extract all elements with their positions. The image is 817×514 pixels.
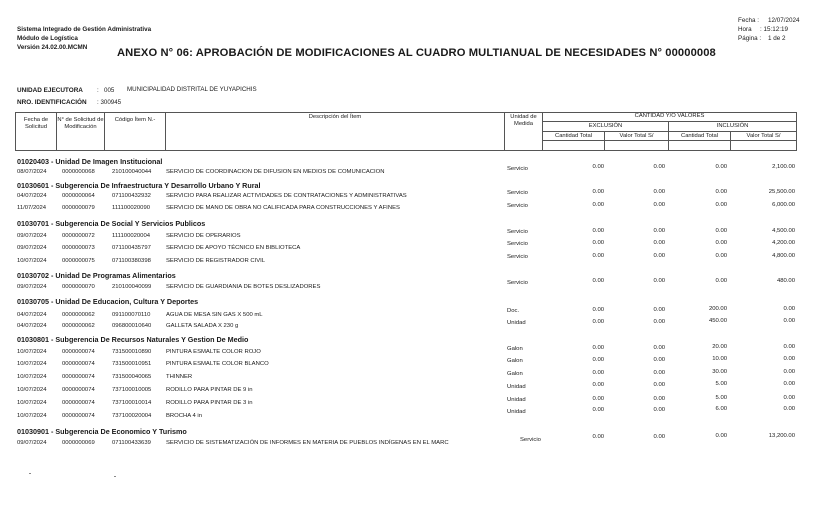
cell-fecha: 10/07/2024 — [17, 400, 47, 406]
cell-nsol: 0000000074 — [62, 349, 95, 355]
cell-unidad: Unidad — [507, 320, 526, 326]
cell-codigo: 096800010640 — [112, 323, 152, 329]
cell-descripcion: PINTURA ESMALTE COLOR BLANCO — [166, 361, 269, 367]
cell-valor-excl: 0.00 — [653, 278, 665, 284]
cell-codigo: 731500010951 — [112, 361, 152, 367]
pagina-label: Página : — [738, 35, 762, 42]
table-row — [17, 202, 797, 214]
cell-valor-excl: 0.00 — [653, 253, 665, 259]
cell-codigo: 210100040099 — [112, 284, 152, 290]
cell-cant-excl: 0.00 — [592, 253, 604, 259]
cell-cant-excl: 0.00 — [592, 345, 604, 351]
cell-descripcion: SERVICIO DE OPERARIOS — [166, 233, 241, 239]
cell-valor-excl: 0.00 — [653, 319, 665, 325]
cell-nsol: 0000000074 — [62, 400, 95, 406]
header-cantidad: CANTIDAD Y/O VALORES — [634, 113, 705, 119]
section-header: 01020403 - Unidad De Imagen Institucional — [17, 157, 163, 166]
cell-descripcion: BROCHA 4 in — [166, 413, 203, 419]
cell-cant-incl: 5.00 — [715, 395, 727, 401]
cell-valor-excl: 0.00 — [653, 240, 665, 246]
header-valor-total-incl: Valor Total S/ — [746, 133, 781, 139]
cell-unidad: Galon — [507, 358, 523, 364]
cell-fecha: 11/07/2024 — [17, 205, 47, 211]
cell-codigo: 737100010014 — [112, 400, 152, 406]
cell-valor-incl: 4,500.00 — [772, 228, 795, 234]
cell-descripcion: SERVICIO DE GUARDIANIA DE BOTES DESLIZADORES — [166, 284, 321, 290]
cell-valor-excl: 0.00 — [653, 345, 665, 351]
cell-unidad: Unidad — [507, 397, 526, 403]
cell-nsol: 0000000068 — [62, 169, 95, 175]
cell-valor-incl: 4,800.00 — [772, 253, 795, 259]
system-name: Sistema Integrado de Gestión Administrativa — [17, 26, 152, 33]
cell-cant-excl: 0.00 — [592, 164, 604, 170]
cell-cant-excl: 0.00 — [592, 357, 604, 363]
cell-descripcion: AGUA DE MESA SIN GAS X 500 mL — [166, 312, 263, 318]
table-row — [17, 395, 797, 409]
cell-valor-excl: 0.00 — [653, 307, 665, 313]
section-header: 01030705 - Unidad De Educacion, Cultura Y Deportes — [17, 297, 199, 306]
cell-codigo: 071100380398 — [112, 258, 151, 264]
cell-cant-excl: 0.00 — [592, 370, 604, 376]
section-header: 01030601 - Subgerencia De Infraestructura Y Desarrollo Urbano Y Rural — [17, 181, 261, 190]
cell-nsol: 0000000064 — [62, 193, 95, 199]
table-row — [17, 228, 797, 242]
cell-valor-excl: 0.00 — [653, 370, 665, 376]
cell-unidad: Unidad — [507, 384, 526, 390]
cell-codigo: 111100020090 — [112, 205, 150, 211]
table-row — [17, 369, 797, 383]
cell-valor-incl: 0.00 — [783, 369, 795, 375]
header-codigo: Código Ítem N.- — [114, 117, 156, 123]
cell-cant-incl: 0.00 — [715, 189, 727, 195]
cell-unidad: Servicio — [507, 280, 528, 286]
cell-unidad: Galon — [507, 371, 523, 377]
scan-speck — [114, 476, 116, 477]
cell-cant-incl: 30.00 — [712, 369, 727, 375]
cell-nsol: 0000000073 — [62, 245, 95, 251]
cell-fecha: 04/07/2024 — [17, 323, 47, 329]
header-valor-total-excl: Valor Total S/ — [619, 133, 654, 139]
cell-descripcion: PINTURA ESMALTE COLOR ROJO — [166, 349, 261, 355]
cell-unidad: Servicio — [507, 229, 528, 235]
cell-cant-incl: 0.00 — [715, 433, 727, 439]
table-row — [17, 356, 797, 370]
table-row — [17, 344, 797, 358]
cell-codigo: 731500040065 — [112, 374, 152, 380]
header-descripcion: Descripción del Ítem — [308, 114, 362, 120]
cell-fecha: 10/07/2024 — [17, 387, 47, 393]
cell-valor-excl: 0.00 — [653, 396, 665, 402]
cell-codigo: 737100010005 — [112, 387, 152, 393]
cell-descripcion: RODILLO PARA PINTAR DE 9 in — [166, 387, 253, 393]
cell-cant-excl: 0.00 — [592, 307, 604, 313]
cell-codigo: 091100070110 — [112, 312, 151, 318]
cell-cant-excl: 0.00 — [592, 240, 604, 246]
cell-valor-incl: 0.00 — [783, 306, 795, 312]
cell-cant-incl: 0.00 — [715, 240, 727, 246]
cell-cant-incl: 0.00 — [715, 164, 727, 170]
table-row — [17, 278, 797, 293]
cell-valor-incl: 0.00 — [783, 318, 795, 324]
cell-cant-incl: 0.00 — [715, 202, 727, 208]
cell-fecha: 10/07/2024 — [17, 258, 47, 264]
cell-cant-incl: 0.00 — [715, 253, 727, 259]
cell-descripcion: SERVICIO DE SISTEMATIZACIÓN DE INFORMES EN MATERIA DE PUEBLOS INDÍGENAS EN EL MARC — [166, 440, 449, 446]
cell-nsol: 0000000069 — [62, 440, 95, 446]
header-unidad: Unidad de Medida — [510, 114, 537, 127]
cell-nsol: 0000000062 — [62, 312, 95, 318]
cell-cant-incl: 6.00 — [715, 406, 727, 412]
cell-codigo: 071100432932 — [112, 193, 151, 199]
nro-value: : 300945 — [97, 99, 122, 106]
cell-valor-incl: 0.00 — [783, 344, 795, 350]
cell-unidad: Servicio — [507, 203, 528, 209]
cell-descripcion: SERVICIO DE REGISTRADOR CIVIL — [166, 258, 266, 264]
cell-descripcion: SERVICIO PARA REALIZAR ACTIVIDADES DE CONTRATACIONES Y ADMINISTRATIVAS — [166, 193, 407, 199]
header-fecha: Fecha de Solicitud — [23, 117, 49, 130]
cell-fecha: 09/07/2024 — [17, 233, 47, 239]
table-row — [17, 253, 797, 267]
unidad-code: 005 — [104, 87, 115, 94]
cell-nsol: 0000000074 — [62, 361, 95, 367]
section-header: 01030901 - Subgerencia De Economico Y Turismo — [17, 427, 187, 436]
cell-cant-incl: 450.00 — [708, 318, 727, 324]
cell-valor-incl: 0.00 — [783, 395, 795, 401]
cell-cant-excl: 0.00 — [592, 319, 604, 325]
cell-descripcion: SERVICIO DE APOYO TÉCNICO EN BIBLIOTECA — [166, 245, 301, 251]
scan-speck — [29, 473, 31, 474]
cell-fecha: 09/07/2024 — [17, 440, 47, 446]
cell-nsol: 0000000074 — [62, 387, 95, 393]
cell-valor-excl: 0.00 — [653, 382, 665, 388]
cell-codigo: 210100040044 — [112, 169, 152, 175]
module-name: Módulo de Logística — [17, 35, 78, 42]
cell-valor-excl: 0.00 — [653, 202, 665, 208]
cell-descripcion: GALLETA SALADA X 230 g — [166, 323, 239, 329]
cell-unidad: Servicio — [507, 166, 528, 172]
cell-unidad: Servicio — [520, 437, 541, 443]
cell-unidad: Unidad — [507, 409, 526, 415]
cell-cant-incl: 5.00 — [715, 381, 727, 387]
cell-fecha: 10/07/2024 — [17, 374, 47, 380]
header-exclusion: EXCLUSIÓN — [588, 123, 623, 129]
cell-unidad: Servicio — [507, 241, 528, 247]
header-cant-total-excl: Cantidad Total — [555, 133, 592, 139]
cell-cant-incl: 0.00 — [715, 228, 727, 234]
cell-valor-excl: 0.00 — [653, 189, 665, 195]
cell-cant-incl: 10.00 — [712, 356, 727, 362]
section-header: 01030702 - Unidad De Programas Alimentarios — [17, 271, 176, 280]
cell-nsol: 0000000075 — [62, 258, 95, 264]
cell-fecha: 10/07/2024 — [17, 349, 47, 355]
cell-codigo: 071100433639 — [112, 440, 151, 446]
cell-valor-excl: 0.00 — [653, 434, 665, 440]
cell-fecha: 09/07/2024 — [17, 245, 47, 251]
cell-codigo: 071100435797 — [112, 245, 151, 251]
cell-codigo: 737100020004 — [112, 413, 152, 419]
cell-cant-excl: 0.00 — [592, 202, 604, 208]
cell-descripcion: SERVICIO DE MANO DE OBRA NO CALIFICADA PARA CONSTRUCCIONES Y AFINES — [166, 205, 400, 211]
cell-fecha: 04/07/2024 — [17, 312, 47, 318]
cell-valor-incl: 25,500.00 — [768, 189, 795, 195]
cell-cant-incl: 20.00 — [712, 344, 727, 350]
nro-label: NRO. IDENTIFICACIÓN — [17, 99, 87, 106]
cell-nsol: 0000000074 — [62, 413, 95, 419]
cell-valor-excl: 0.00 — [653, 228, 665, 234]
cell-valor-incl: 0.00 — [783, 406, 795, 412]
version-label: Versión 24.02.00.MCMN — [17, 44, 88, 51]
unidad-sep: : — [97, 87, 99, 94]
cell-valor-excl: 0.00 — [653, 164, 665, 170]
cell-valor-incl: 13,200.00 — [768, 433, 795, 439]
unidad-label: UNIDAD EJECUTORA — [17, 87, 83, 94]
table-row — [17, 381, 797, 396]
cell-descripcion: RODILLO PARA PINTAR DE 3 in — [166, 400, 253, 406]
table-row — [17, 318, 797, 332]
cell-descripcion: SERVICIO DE COORDINACION DE DIFUSION EN MEDIOS DE COMUNICACION — [166, 169, 385, 175]
cell-nsol: 0000000079 — [62, 205, 95, 211]
cell-cant-excl: 0.00 — [592, 228, 604, 234]
cell-valor-incl: 4,200.00 — [772, 240, 795, 246]
cell-cant-excl: 0.00 — [592, 382, 604, 388]
table-row — [17, 189, 797, 202]
cell-cant-incl: 200.00 — [708, 306, 727, 312]
cell-valor-incl: 6,000.00 — [772, 202, 795, 208]
cell-valor-excl: 0.00 — [653, 357, 665, 363]
cell-fecha: 09/07/2024 — [17, 284, 47, 290]
header-nsol: N° de Solicitud de Modificación — [57, 117, 104, 130]
table-row — [17, 240, 797, 254]
cell-valor-incl: 480.00 — [776, 278, 795, 284]
table-row — [17, 406, 797, 422]
pagina-value: 1 de 2 — [768, 35, 786, 42]
cell-nsol: 0000000062 — [62, 323, 95, 329]
cell-codigo: 111100020004 — [112, 233, 150, 239]
header-cant-total-incl: Cantidad Total — [681, 133, 718, 139]
cell-fecha: 10/07/2024 — [17, 413, 47, 419]
cell-cant-incl: 0.00 — [715, 278, 727, 284]
cell-cant-excl: 0.00 — [592, 189, 604, 195]
section-header: 01030701 - Subgerencia De Social Y Servicios Publicos — [17, 219, 206, 228]
cell-unidad: Servicio — [507, 190, 528, 196]
cell-cant-excl: 0.00 — [592, 434, 604, 440]
cell-unidad: Doc. — [507, 308, 520, 314]
cell-nsol: 0000000070 — [62, 284, 95, 290]
unidad-name: MUNICIPALIDAD DISTRITAL DE YUYAPICHIS — [127, 86, 257, 93]
cell-codigo: 731500010890 — [112, 349, 152, 355]
table-row — [17, 164, 797, 178]
table-row — [17, 433, 797, 449]
section-header: 01030801 - Subgerencia De Recursos Naturales Y Gestion De Medio — [17, 335, 249, 344]
hora-value: : 15:12:19 — [760, 26, 789, 33]
fecha-label: Fecha : — [738, 17, 759, 24]
cell-unidad: Servicio — [507, 254, 528, 260]
hora-label: Hora — [738, 26, 752, 33]
cell-descripcion: THINNER — [166, 374, 193, 380]
header-inclusion: INCLUSIÓN — [716, 123, 749, 129]
cell-valor-excl: 0.00 — [653, 407, 665, 413]
cell-unidad: Galon — [507, 346, 523, 352]
cell-nsol: 0000000074 — [62, 374, 95, 380]
fecha-value: 12/07/2024 — [768, 17, 800, 24]
cell-fecha: 04/07/2024 — [17, 193, 47, 199]
cell-cant-excl: 0.00 — [592, 407, 604, 413]
cell-fecha: 08/07/2024 — [17, 169, 47, 175]
table-row — [17, 306, 797, 321]
cell-cant-excl: 0.00 — [592, 278, 604, 284]
cell-cant-excl: 0.00 — [592, 396, 604, 402]
cell-fecha: 10/07/2024 — [17, 361, 47, 367]
report-title: ANEXO N° 06: APROBACIÓN DE MODIFICACIONES AL CUADRO MULTIANUAL DE NECESIDADES N° 00000008 — [117, 47, 716, 59]
cell-nsol: 0000000072 — [62, 233, 95, 239]
cell-valor-incl: 2,100.00 — [772, 164, 795, 170]
cell-valor-incl: 0.00 — [783, 356, 795, 362]
cell-valor-incl: 0.00 — [783, 381, 795, 387]
